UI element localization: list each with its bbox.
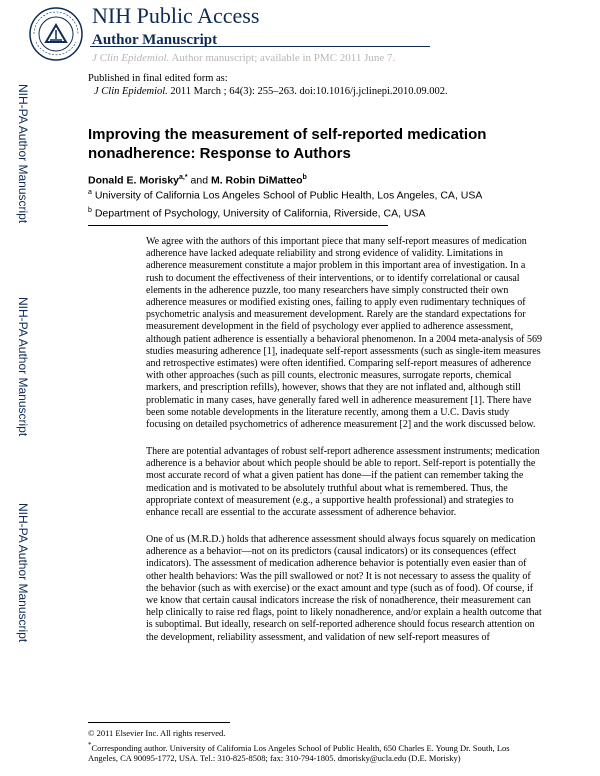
author-and: and <box>190 174 209 187</box>
affiliation-a <box>88 189 482 202</box>
affiliation-b <box>88 207 426 220</box>
body-paragraph-2: There are potential advantages of robust self-report adherence assessment instruments; medication adherence is a behavior about which people should be able to report. Self-report is potentially the most accurate record of what a given patient has done—if the patient can remember taking the medication and is motivated to be absolutely truthful about what is remembered. Thus, the appropriate context of measurement (e.g., a supportive health professional) and strategies to enhance recall are essential to the accurate assessment of adherence behavior. <box>146 446 540 519</box>
sidebar-manuscript-label-3: NIH-PA Author Manuscript <box>16 503 30 643</box>
affiliation-a-text: University of California Los Angeles School of Public Health, Los Angeles, CA, USA <box>94 189 483 202</box>
footnote-rule <box>88 722 230 723</box>
nih-seal-logo <box>28 6 84 62</box>
sidebar-manuscript-label-2: NIH-PA Author Manuscript <box>16 297 30 437</box>
published-in-label: Published in final edited form as: <box>88 73 228 84</box>
author-manuscript-label: Author Manuscript <box>92 32 218 48</box>
author-line <box>88 174 307 187</box>
citation-details: 2011 March ; 64(3): 255–263. doi:10.1016/j.jclinepi.2010.09.002. <box>170 86 448 97</box>
corresponding-sup: * <box>88 741 92 749</box>
body-paragraph-1: We agree with the authors of this important piece that many self-report measures of medication adherence have lacked adequate reliability and strong evidence of validity. Limitations in adherence measurement constitute a major problem in this important area of investigation. In a rush to document the effectiveness of their interventions, or to identify correlational or causal elements in the adherence puzzle, too many researchers have simply constructed their own adherence measures or modified existing ones, failing to apply even rudimentary techniques of psychometric analysis and measurement development. Rarely are the standard expectations for measurement development in the field of psychology ever applied to adherence assessment, although patient adherence is essentially a behavioral phenomenon. In a 2004 meta-analysis of 569 studies measuring adherence [1], inadequate self-report assessments (such as single-item measures and retrospective estimates) were often identified. Comparing self-report measures of adherence with other approaches (such as pill counts, electronic measures, surrogate reports, chemical markers, and prescription refills), however, shows that they are not inflated and, although still problematic in many cases, have generally fared well in adherence measurement [1]. There have been some notable developments in the literature recently, among them a U.C. Davis study focusing on detailed psychometrics of adherence measurement [2] and the work discussed below. <box>146 236 542 431</box>
article-title: Improving the measurement of self-reported medication nonadherence: Response to Authors <box>88 126 487 162</box>
nih-public-access-title: NIH Public Access <box>92 3 260 28</box>
journal-abbrev: J Clin Epidemiol. <box>92 52 170 64</box>
citation-line <box>94 86 448 97</box>
corresponding-text: Corresponding author. University of California Los Angeles School of Public Health, 650 Charles E. Young Dr. South, Los Angeles, CA 90095-1772, USA. Tel.: 310-825-8508; fax: 310-794-1805. dmorisky@ucla.edu (D.E. Morisky) <box>88 742 510 763</box>
affiliation-b-text: Department of Psychology, University of California, Riverside, CA, USA <box>94 207 426 220</box>
affiliation-a-sup: a <box>88 189 92 196</box>
affiliation-rule <box>88 225 388 226</box>
author-2: M. Robin DiMatteo <box>210 174 303 187</box>
body-paragraph-3: One of us (M.R.D.) holds that adherence assessment should always focus squarely on medication adherence as a behavior—not on its predictors (causal indicators) or its consequences (effect indicators). The assessment of medication adherence behavior is potentially even easier than of other health behaviors: Was the pill swallowed or not? It is not necessary to assess the quality of the behavior (such as with exercise) or the exact amount and type (such as of food). Of course, if we know that certain causal indicators increase the risk of nonadherence, their measurement can help clinically to raise red flags, point to likely nonadherence, and/or explain a health outcome that is suboptimal. But ideally, research on self-reported adherence should focus research attention on the development, reliability assessment, and validation of new self-report measures of <box>146 534 542 643</box>
author-1-sup: a,* <box>179 174 188 181</box>
author-1: Donald E. Morisky <box>88 174 180 187</box>
affiliation-b-sup: b <box>88 207 92 214</box>
citation-journal: J Clin Epidemiol. <box>94 86 168 97</box>
availability-line <box>92 52 395 64</box>
availability-text: Author manuscript; available in PMC 2011 June 7. <box>171 52 396 64</box>
corresponding-author-footnote <box>88 740 540 763</box>
copyright-footnote: © 2011 Elsevier Inc. All rights reserved. <box>88 728 226 738</box>
author-2-sup: b <box>302 174 307 181</box>
sidebar-manuscript-label-1: NIH-PA Author Manuscript <box>16 84 30 224</box>
